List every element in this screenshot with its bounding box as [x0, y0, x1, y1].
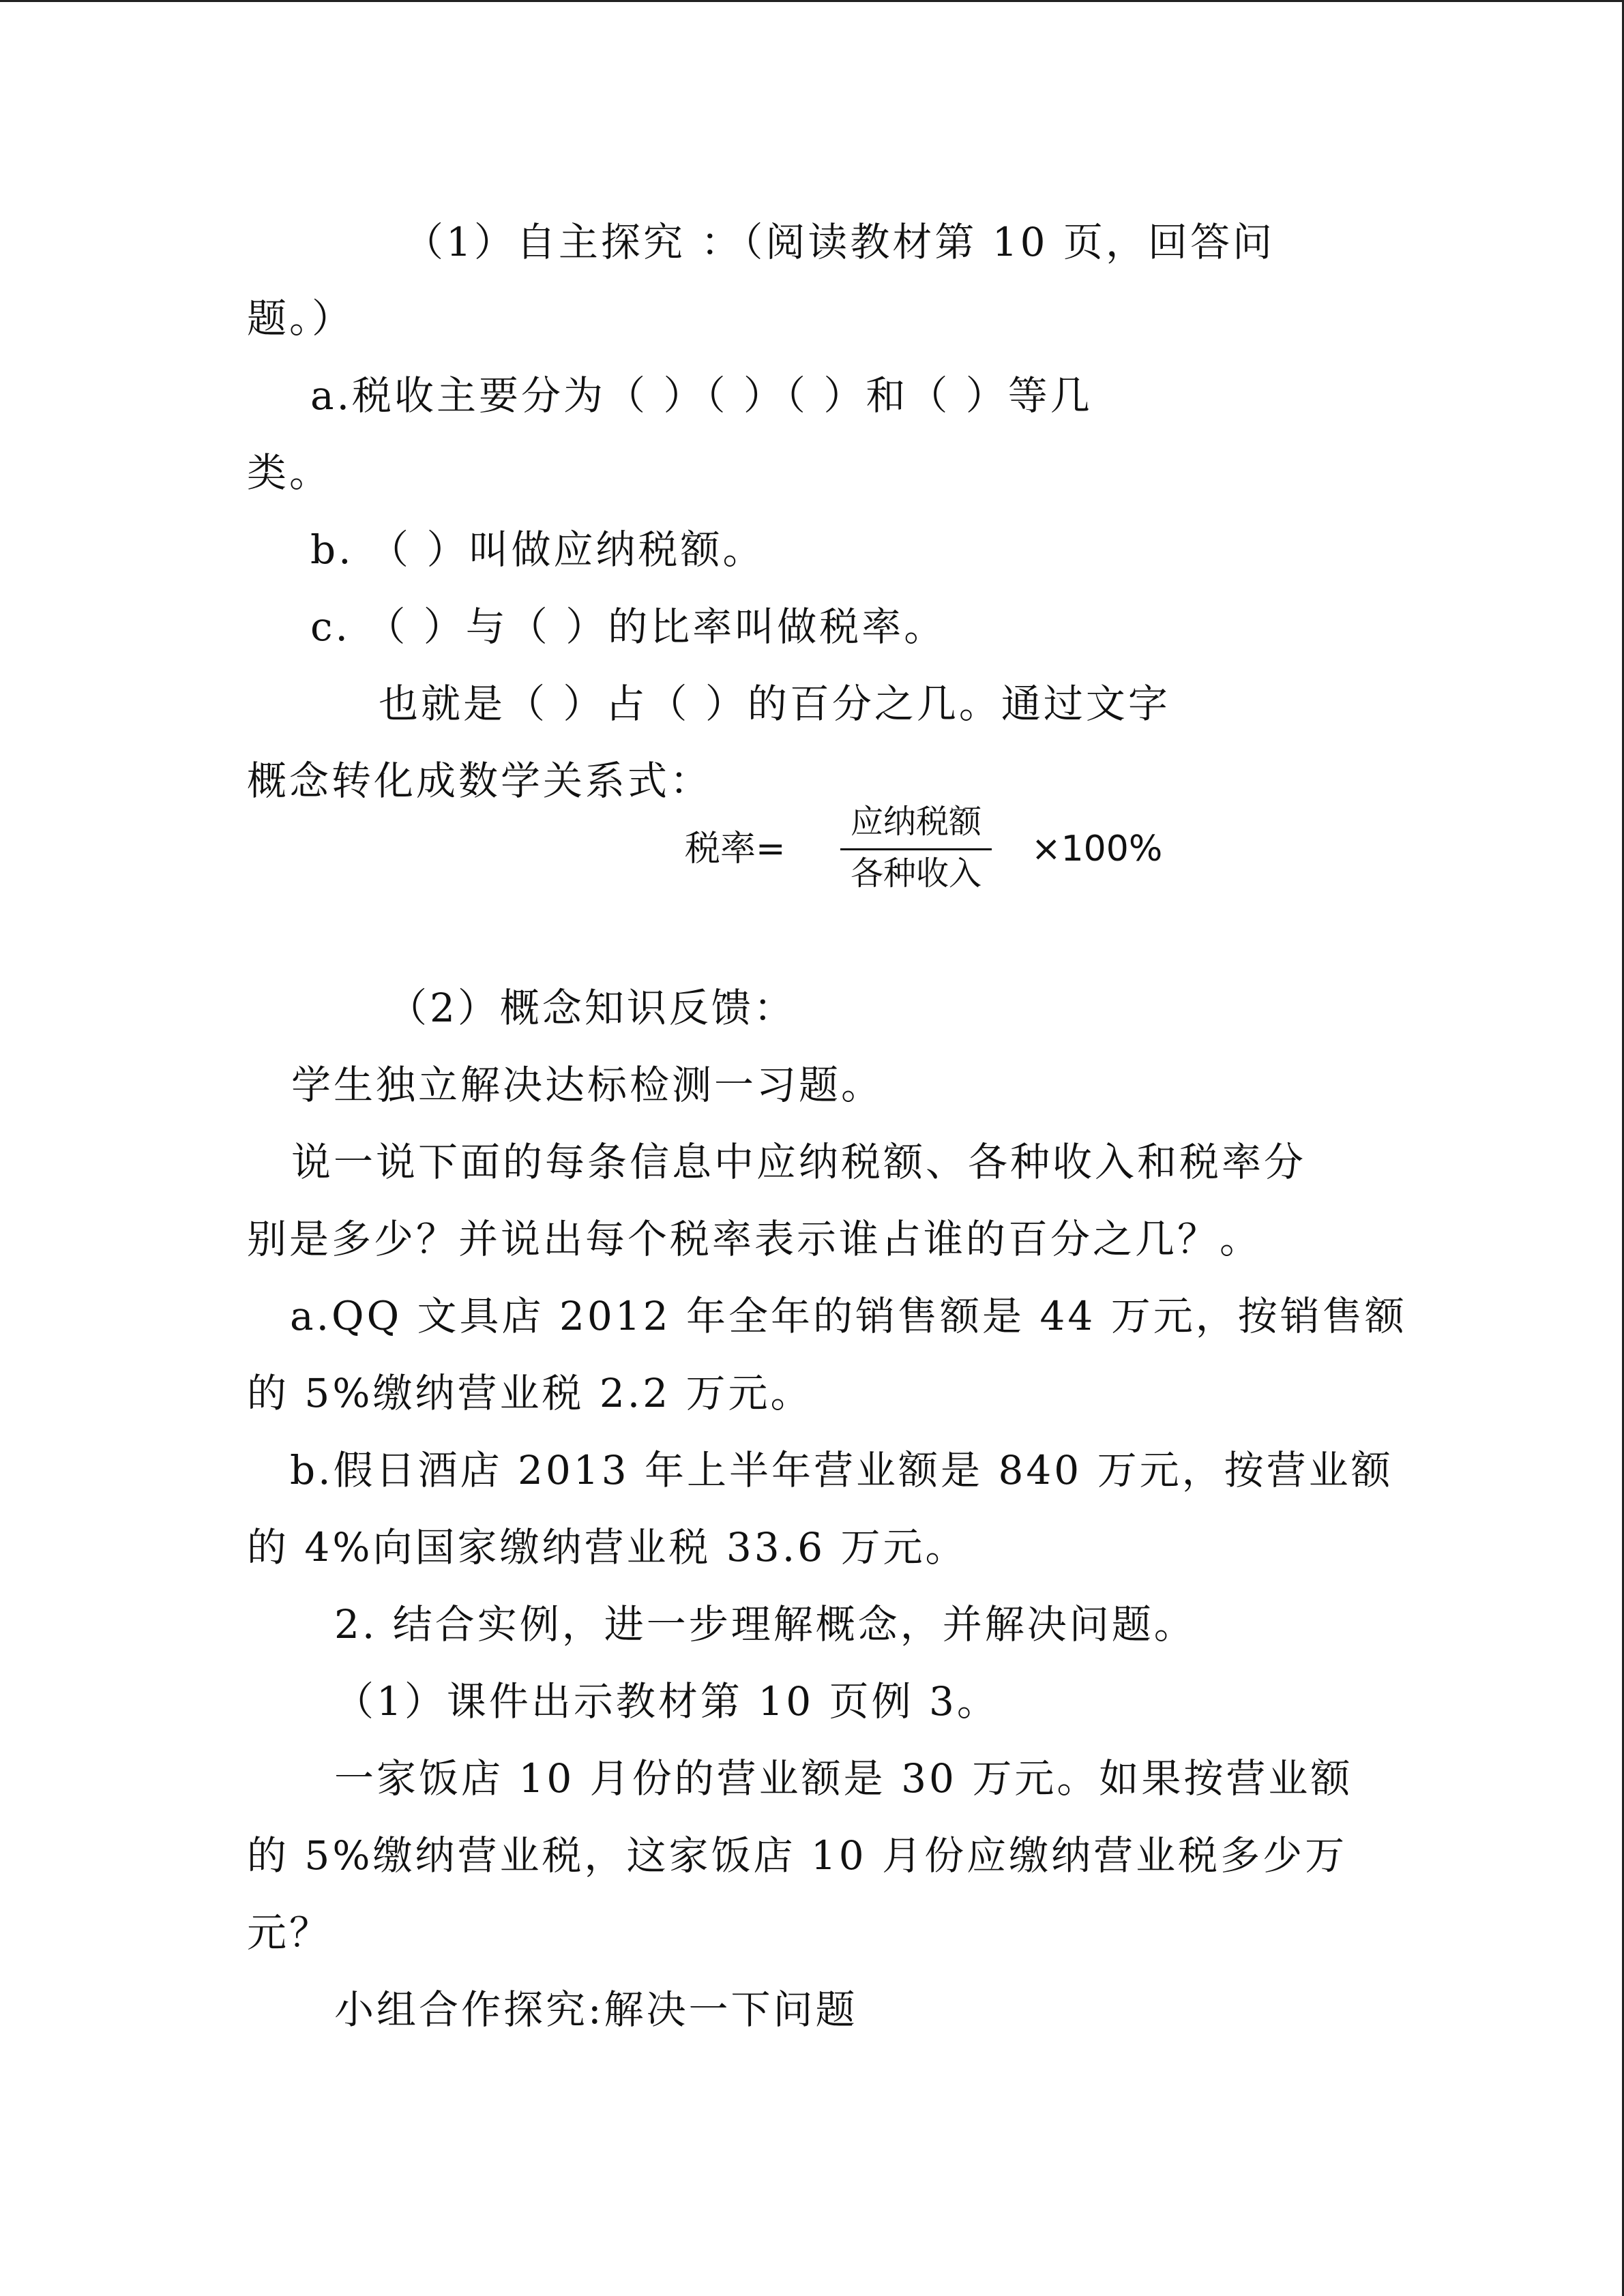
text-line: 的 5%缴纳营业税 2.2 万元。 [247, 1370, 813, 1416]
section-heading-feedback: （2）概念知识反馈： [387, 985, 796, 1031]
formula-denominator: 各种收入 [850, 854, 981, 893]
top-border-line [0, 0, 1624, 2]
text-line: 小组合作探究:解决一下问题 [334, 1986, 858, 2033]
question-b: b. （ ）叫做应纳税额。 [310, 526, 765, 573]
text-line: 类。 [247, 449, 332, 496]
text-line: 的 5%缴纳营业税，这家饭店 10 月份应缴纳营业税多少万 [247, 1832, 1348, 1879]
formula-lhs: 税率= [685, 829, 786, 869]
example-a: a.QQ 文具店 2012 年全年的销售额是 44 万元，按销售额 [290, 1293, 1407, 1339]
text-line: 概念转化成数学关系式： [247, 758, 713, 804]
fraction-bar [840, 848, 992, 850]
text-line: 说一说下面的每条信息中应纳税额、各种收入和税率分 [291, 1139, 1307, 1185]
formula-multiplier: ×100% [1031, 829, 1163, 869]
text-line: 的 4%向国家缴纳营业税 33.6 万元。 [247, 1524, 968, 1570]
section-heading-2: 2. 结合实例，进一步理解概念，并解决问题。 [334, 1601, 1196, 1648]
question-c: c. （ ）与（ ）的比率叫做税率。 [310, 603, 947, 650]
example-b: b.假日酒店 2013 年上半年营业额是 840 万元，按营业额 [290, 1447, 1393, 1493]
formula-numerator: 应纳税额 [850, 803, 981, 841]
tax-rate-formula [675, 801, 1166, 897]
text-line: （1）课件出示教材第 10 页例 3。 [334, 1678, 999, 1725]
text-line: 题。） [247, 295, 355, 342]
text-line: 别是多少？并说出每个税率表示谁占谁的百分之几？。 [247, 1216, 1263, 1262]
section-heading-self-study: （1）自主探究 ：（阅读教材第 10 页，回答问 [404, 219, 1275, 265]
question-a: a.税收主要分为（ ）（ ）（ ）和（ ）等几 [310, 372, 1093, 419]
formula-fraction [838, 801, 994, 897]
text-line: 学生独立解决达标检测一习题。 [291, 1062, 884, 1108]
example-3-problem: 一家饭店 10 月份的营业额是 30 万元。如果按营业额 [334, 1755, 1353, 1802]
text-line: 元？ [247, 1909, 332, 1956]
text-line: 也就是（ ）占（ ）的百分之几。通过文字 [379, 681, 1170, 727]
